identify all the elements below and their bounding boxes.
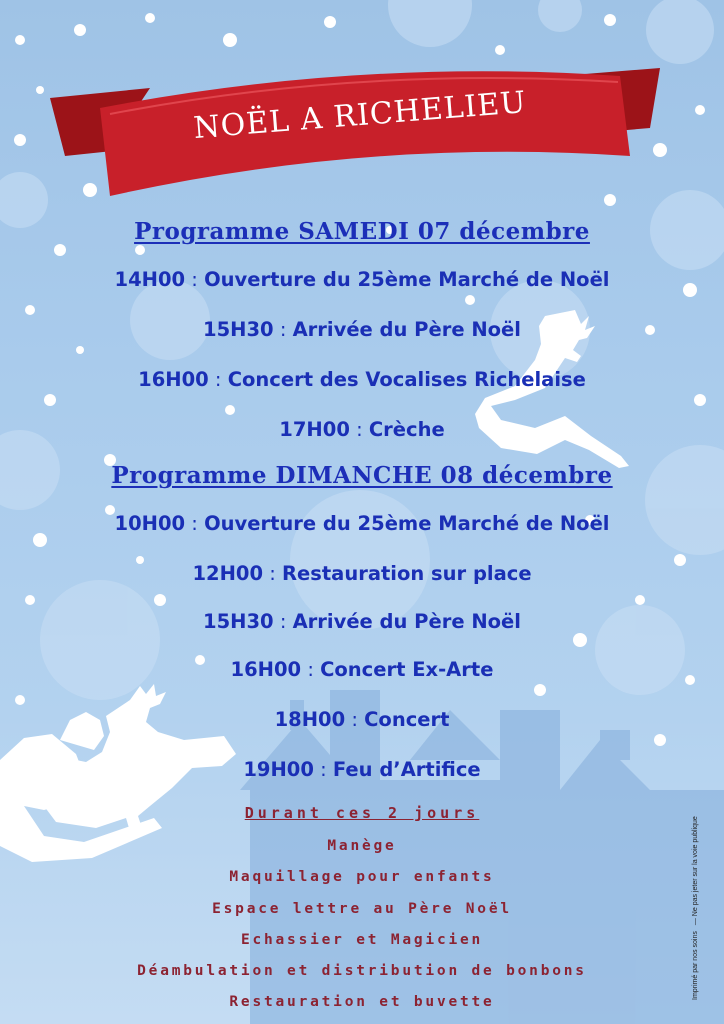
extra-activity: Maquillage pour enfants <box>229 869 495 885</box>
sunday-event-row: 10H00 : Ouverture du 25ème Marché de Noël <box>114 512 610 535</box>
event-label: Concert <box>364 708 450 731</box>
event-label: Restauration sur place <box>282 562 532 585</box>
saturday-event-row: 14H00 : Ouverture du 25ème Marché de Noël <box>114 268 610 291</box>
event-time: 12H00 <box>192 562 264 585</box>
sunday-event-row: 19H00 : Feu d’Artifice <box>243 758 481 781</box>
event-label: Arrivée du Père Noël <box>292 610 521 633</box>
saturday-program-heading: Programme SAMEDI 07 décembre <box>134 218 590 245</box>
event-time: 16H00 <box>138 368 209 391</box>
event-label: Ouverture du 25ème Marché de Noël <box>204 512 610 535</box>
event-label: Ouverture du 25ème Marché de Noël <box>204 268 610 291</box>
event-time: 14H00 <box>114 268 186 291</box>
event-label: Concert Ex-Arte <box>320 658 494 681</box>
event-title: NOËL A RICHELIEU <box>192 84 528 147</box>
event-label: Concert des Vocalises Richelaise <box>227 368 586 391</box>
print-notice-part2: — Ne pas jeter sur la voie publique <box>692 816 699 926</box>
print-notice-part1: Imprimé par nos soins <box>692 931 699 1000</box>
sunday-event-row: 16H00 : Concert Ex-Arte <box>230 658 494 681</box>
event-label: Feu d’Artifice <box>332 758 481 781</box>
sunday-event-row: 15H30 : Arrivée du Père Noël <box>203 610 521 633</box>
event-time: 15H30 <box>203 610 274 633</box>
extras-heading: Durant ces 2 jours <box>244 804 480 822</box>
event-time: 10H00 <box>114 512 186 535</box>
event-time: 18H00 <box>274 708 346 731</box>
saturday-event-row: 17H00 : Crèche <box>279 418 445 441</box>
event-time: 17H00 <box>279 418 350 441</box>
sunday-program-heading: Programme DIMANCHE 08 décembre <box>111 462 613 489</box>
extra-activity: Restauration et buvette <box>229 994 495 1010</box>
extra-activity: Déambulation et distribution de bonbons <box>137 963 587 979</box>
event-time: 16H00 <box>230 658 302 681</box>
event-time: 15H30 <box>203 318 274 341</box>
extra-activity: Manège <box>327 838 397 854</box>
extra-activity: Echassier et Magicien <box>240 932 484 948</box>
saturday-event-row: 15H30 : Arrivée du Père Noël <box>203 318 521 341</box>
saturday-event-row: 16H00 : Concert des Vocalises Richelaise <box>138 368 586 391</box>
print-notice <box>692 816 699 1000</box>
extra-activity: Espace lettre au Père Noël <box>212 901 512 917</box>
sunday-event-row: 18H00 : Concert <box>274 708 450 731</box>
event-label: Crèche <box>368 418 445 441</box>
sunday-event-row: 12H00 : Restauration sur place <box>192 562 532 585</box>
event-time: 19H00 <box>243 758 314 781</box>
event-label: Arrivée du Père Noël <box>292 318 521 341</box>
